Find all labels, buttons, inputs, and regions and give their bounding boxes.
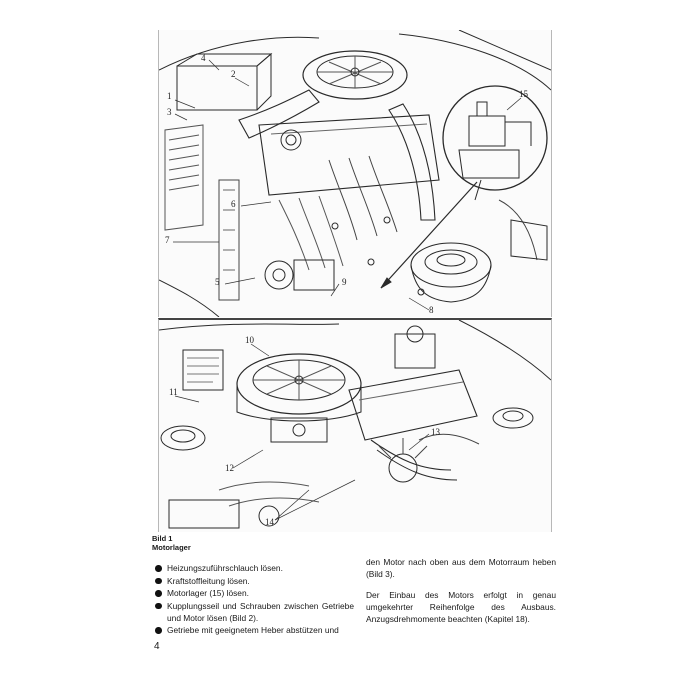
step-item [154,624,354,636]
callout-3: 3 [167,107,172,117]
right-column [366,556,556,625]
step-text: Motorlager (15) lösen. [167,588,249,598]
figure-engine-bay-top [158,30,552,317]
bullet-dot-icon [155,590,162,597]
steps-list [154,562,354,637]
bullet-dot-icon [155,603,162,610]
callout-1: 1 [167,91,172,101]
callout-6: 6 [231,199,236,209]
figure-caption [152,534,191,552]
continuation-paragraph: den Motor nach oben aus dem Motorraum heben (Bild 3). [366,557,556,579]
page-number: 4 [154,641,160,652]
engine-drawing-top [159,30,551,317]
step-text: Heizungszuführschlauch lösen. [167,563,283,573]
callout-13: 13 [431,427,440,437]
caption-title: Motorlager [152,543,191,552]
callout-10: 10 [245,335,254,345]
caption-label: Bild 1 [152,534,173,543]
callout-15: 15 [519,89,528,99]
step-item [154,587,354,599]
callout-2: 2 [231,69,236,79]
step-item [154,600,354,624]
callout-7: 7 [165,235,170,245]
callout-11: 11 [169,387,178,397]
figure-engine-bay-bottom [158,318,552,532]
callout-14: 14 [265,517,274,527]
bullet-dot-icon [155,565,162,572]
bullet-dot-icon [155,627,162,634]
step-item [154,562,354,574]
callout-12: 12 [225,463,234,473]
bullet-dot-icon [155,578,162,585]
step-text: Getriebe mit geeignetem Heber abstützen und [167,625,339,635]
step-text: Kraftstoffleitung lösen. [167,575,250,586]
callout-8: 8 [429,305,434,315]
step-text: Kupplungsseil und Schrauben zwischen Getriebe und Motor lösen (Bild 2). [167,600,354,623]
engine-drawing-bottom [159,320,551,532]
callout-5: 5 [215,277,220,287]
callout-9: 9 [342,277,347,287]
installation-note: Der Einbau des Motors erfolgt in genau umgekehrter Reihenfolge des Ausbaus. Anzugsdrehmomente beachten (Kapitel 18). [366,590,556,624]
step-item [154,575,354,587]
callout-4: 4 [201,53,206,63]
